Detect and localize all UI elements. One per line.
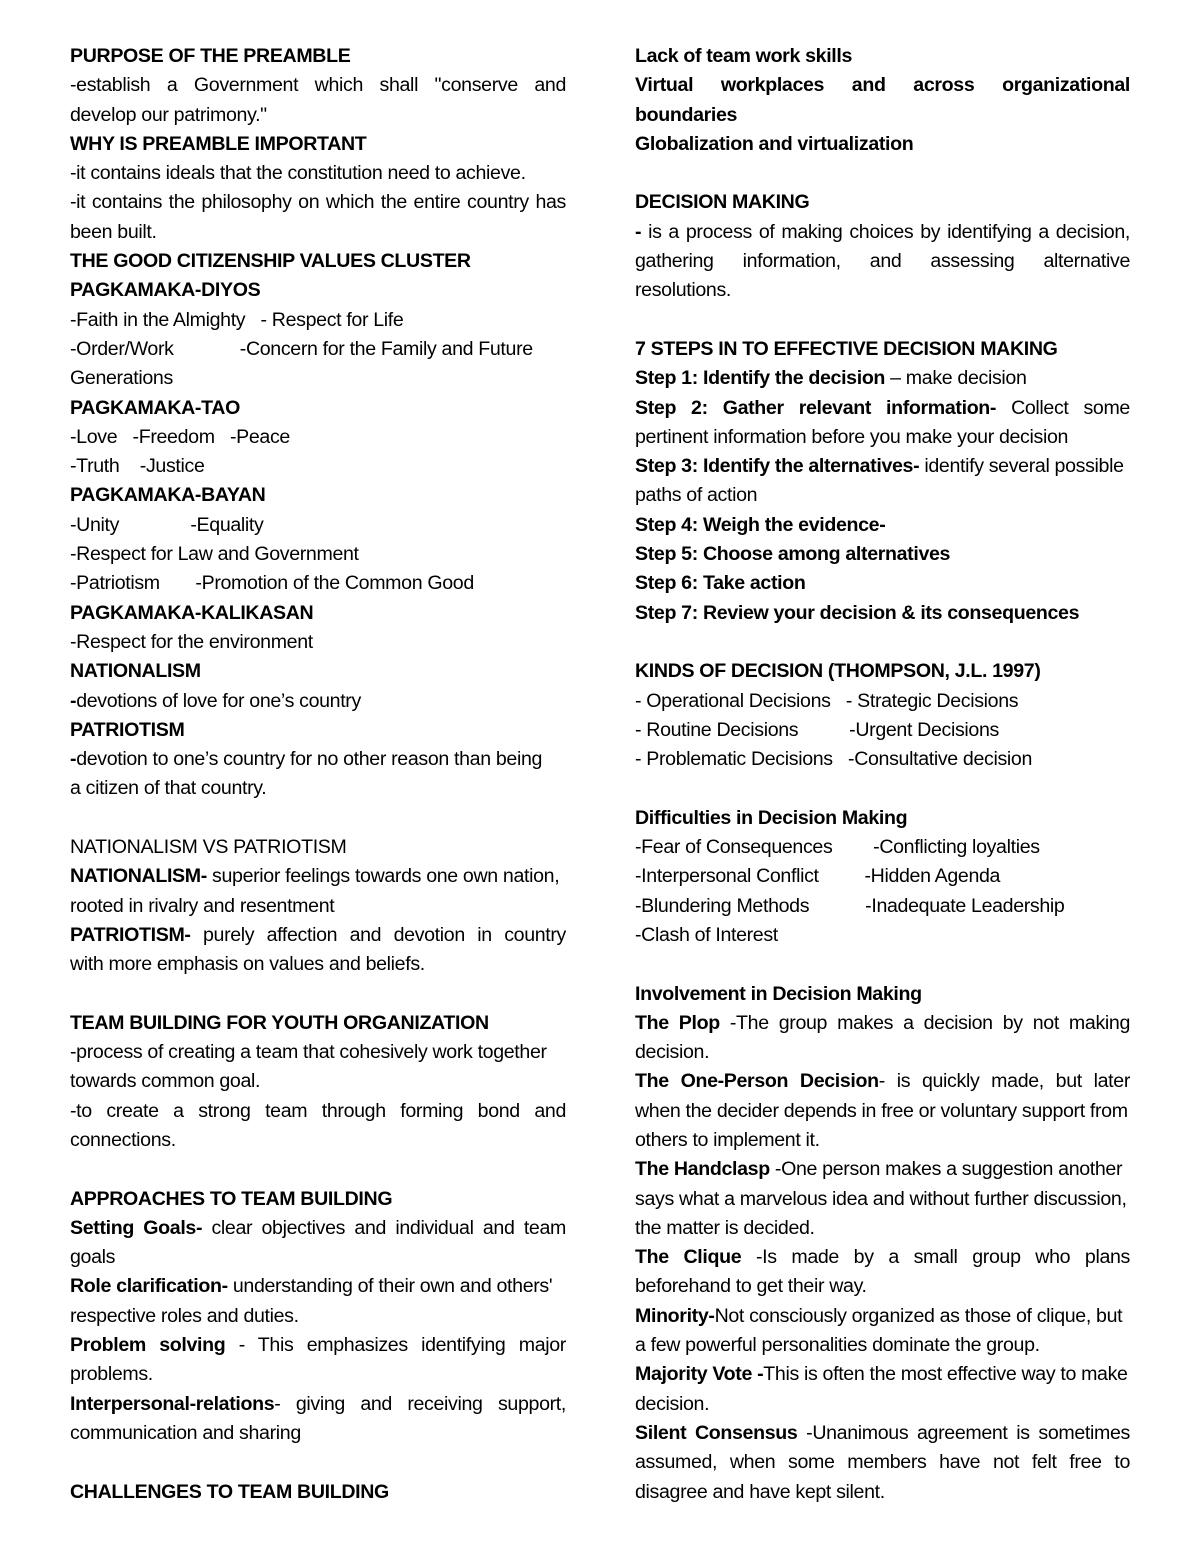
text-line: connections. bbox=[70, 1128, 176, 1151]
text-line: a citizen of that country. bbox=[70, 777, 267, 800]
bold-term: Step 2: Gather relevant information- bbox=[635, 396, 997, 419]
term-description: is a process of making choices by identifying a decision, bbox=[641, 220, 1130, 243]
text-line: -Order/Work -Concern for the Family and Future bbox=[70, 337, 533, 360]
right-column bbox=[635, 42, 1130, 1507]
term-description: purely affection and devotion in country bbox=[190, 923, 566, 946]
text-line: NATIONALISM VS PATRIOTISM bbox=[70, 836, 347, 859]
section-heading: PAGKAMAKA-BAYAN bbox=[70, 484, 266, 507]
text-line: decision. bbox=[635, 1392, 710, 1415]
text-line: gathering information, and assessing alternative bbox=[635, 250, 1130, 273]
term-description: -Unanimous agreement is sometimes bbox=[797, 1421, 1130, 1444]
text-line: -Fear of Consequences -Conflicting loyalties bbox=[635, 836, 1040, 859]
bold-term: Interpersonal-relations bbox=[70, 1392, 275, 1415]
paragraph-spacer bbox=[70, 804, 566, 833]
text-line bbox=[635, 1360, 1130, 1389]
section-heading: APPROACHES TO TEAM BUILDING bbox=[70, 1187, 393, 1210]
paragraph-spacer bbox=[635, 628, 1130, 657]
term-description: superior feelings towards one own nation, bbox=[206, 865, 560, 888]
bold-term: Setting Goals- bbox=[70, 1216, 203, 1239]
bold-term: Majority Vote - bbox=[635, 1363, 764, 1386]
term-description: -Is made by a small group who plans bbox=[741, 1246, 1130, 1269]
section-heading: CHALLENGES TO TEAM BUILDING bbox=[70, 1480, 389, 1503]
bold-term: Role clarification- bbox=[70, 1275, 228, 1298]
section-heading: Difficulties in Decision Making bbox=[635, 806, 908, 829]
text-line bbox=[70, 862, 566, 891]
text-line: -it contains the philosophy on which the entire country has bbox=[70, 191, 566, 214]
text-line: the matter is decided. bbox=[635, 1216, 815, 1239]
term-description: - This emphasizes identifying major bbox=[225, 1334, 566, 1357]
section-heading: Lack of team work skills bbox=[635, 45, 853, 67]
bold-term: The Handclasp bbox=[635, 1158, 770, 1181]
term-description: Collect some bbox=[996, 396, 1130, 419]
section-heading: Involvement in Decision Making bbox=[635, 982, 922, 1005]
section-heading: KINDS OF DECISION (THOMPSON, J.L. 1997) bbox=[635, 660, 1041, 683]
text-line: a few powerful personalities dominate the group. bbox=[635, 1334, 1040, 1357]
text-line: resolutions. bbox=[635, 279, 731, 302]
text-line bbox=[70, 1390, 566, 1419]
text-line: communication and sharing bbox=[70, 1421, 301, 1444]
text-line bbox=[635, 364, 1130, 393]
bold-term: Silent Consensus bbox=[635, 1421, 798, 1444]
text-line: -Patriotism -Promotion of the Common Good bbox=[70, 572, 474, 595]
text-line bbox=[70, 687, 566, 716]
section-heading: THE GOOD CITIZENSHIP VALUES CLUSTER bbox=[70, 250, 471, 273]
term-description: – make decision bbox=[885, 367, 1027, 390]
term-description: - giving and receiving support, bbox=[274, 1392, 566, 1415]
text-line: beforehand to get their way. bbox=[635, 1275, 867, 1298]
text-line bbox=[70, 1272, 566, 1301]
text-line: Generations bbox=[70, 367, 173, 390]
text-line bbox=[70, 1331, 566, 1360]
text-line: -Love -Freedom -Peace bbox=[70, 425, 290, 448]
paragraph-spacer bbox=[635, 306, 1130, 335]
text-line bbox=[635, 452, 1130, 481]
term-description: -One person makes a suggestion another bbox=[769, 1158, 1123, 1181]
section-heading: PAGKAMAKA-TAO bbox=[70, 396, 240, 419]
bold-term: Step 1: Identify the decision bbox=[635, 367, 886, 390]
text-line: - Routine Decisions -Urgent Decisions bbox=[635, 718, 999, 741]
left-column bbox=[70, 42, 566, 1507]
term-description: This is often the most effective way to make bbox=[763, 1363, 1128, 1386]
bold-term: - bbox=[70, 748, 77, 771]
section-heading: PURPOSE OF THE PREAMBLE bbox=[70, 45, 351, 67]
term-description: Not consciously organized as those of clique, but bbox=[714, 1304, 1123, 1327]
text-line: -Clash of Interest bbox=[635, 923, 778, 946]
text-line: assumed, when some members have not felt free to bbox=[635, 1451, 1130, 1474]
text-line: paths of action bbox=[635, 484, 758, 507]
bold-term: - bbox=[635, 220, 642, 243]
paragraph-spacer bbox=[70, 1448, 566, 1477]
bold-term: NATIONALISM- bbox=[70, 865, 207, 888]
text-line: towards common goal. bbox=[70, 1070, 261, 1093]
text-line: been built. bbox=[70, 220, 157, 243]
bold-term: - bbox=[70, 689, 77, 712]
text-line bbox=[635, 1243, 1130, 1272]
section-heading: PATRIOTISM bbox=[70, 718, 185, 741]
text-line: -to create a strong team through forming bond and bbox=[70, 1099, 566, 1122]
section-heading: Globalization and virtualization bbox=[635, 132, 914, 155]
section-heading: WHY IS PREAMBLE IMPORTANT bbox=[70, 132, 367, 155]
section-heading: Step 6: Take action bbox=[635, 572, 806, 595]
section-heading: Step 4: Weigh the evidence- bbox=[635, 513, 886, 536]
term-description: devotions of love for one’s country bbox=[76, 689, 361, 712]
text-line: -Truth -Justice bbox=[70, 455, 205, 478]
section-heading: Step 7: Review your decision & its consequences bbox=[635, 601, 1080, 624]
text-line: rooted in rivalry and resentment bbox=[70, 894, 335, 917]
text-line bbox=[635, 218, 1130, 247]
text-line bbox=[635, 1067, 1130, 1096]
paragraph-spacer bbox=[635, 774, 1130, 803]
text-line: -Unity -Equality bbox=[70, 513, 264, 536]
section-heading: Virtual workplaces and across organizational bbox=[635, 74, 1130, 97]
paragraph-spacer bbox=[70, 1155, 566, 1184]
text-line: develop our patrimony." bbox=[70, 103, 267, 126]
text-line: disagree and have kept silent. bbox=[635, 1480, 885, 1503]
text-line bbox=[635, 1009, 1130, 1038]
paragraph-spacer bbox=[635, 159, 1130, 188]
section-heading: DECISION MAKING bbox=[635, 191, 810, 214]
text-line bbox=[635, 1419, 1130, 1448]
text-line: says what a marvelous idea and without further discussion, bbox=[635, 1187, 1127, 1210]
text-line: with more emphasis on values and beliefs. bbox=[70, 953, 425, 976]
bold-term: The One-Person Decision bbox=[635, 1070, 879, 1093]
text-line bbox=[635, 1302, 1130, 1331]
text-line: -Respect for the environment bbox=[70, 630, 313, 653]
text-line: -Blundering Methods -Inadequate Leadership bbox=[635, 894, 1065, 917]
section-heading: PAGKAMAKA-KALIKASAN bbox=[70, 601, 314, 624]
term-description: -The group makes a decision by not making bbox=[719, 1011, 1130, 1034]
text-line bbox=[70, 921, 566, 950]
text-line: when the decider depends in free or voluntary support from bbox=[635, 1099, 1128, 1122]
term-description: identify several possible bbox=[919, 455, 1124, 478]
text-line bbox=[70, 745, 566, 774]
text-line: - Problematic Decisions -Consultative decision bbox=[635, 748, 1033, 771]
text-line bbox=[635, 1155, 1130, 1184]
text-line: - Operational Decisions - Strategic Decisions bbox=[635, 689, 1019, 712]
section-heading: Step 5: Choose among alternatives bbox=[635, 543, 951, 566]
term-description: understanding of their own and others' bbox=[227, 1275, 553, 1298]
text-line: -establish a Government which shall "conserve and bbox=[70, 74, 566, 97]
bold-term: Step 3: Identify the alternatives- bbox=[635, 455, 920, 478]
section-heading: boundaries bbox=[635, 103, 738, 126]
text-line: -Respect for Law and Government bbox=[70, 543, 359, 566]
section-heading: PAGKAMAKA-DIYOS bbox=[70, 279, 261, 302]
text-line: others to implement it. bbox=[635, 1128, 820, 1151]
bold-term: The Clique bbox=[635, 1246, 742, 1269]
text-line: goals bbox=[70, 1246, 116, 1269]
text-line: -Faith in the Almighty - Respect for Life bbox=[70, 308, 404, 331]
bold-term: PATRIOTISM- bbox=[70, 923, 191, 946]
paragraph-spacer bbox=[70, 980, 566, 1009]
text-line: problems. bbox=[70, 1363, 153, 1386]
text-line bbox=[70, 1214, 566, 1243]
section-heading: NATIONALISM bbox=[70, 660, 201, 683]
section-heading: TEAM BUILDING FOR YOUTH ORGANIZATION bbox=[70, 1011, 489, 1034]
bold-term: Minority- bbox=[635, 1304, 715, 1327]
term-description: - is quickly made, but later bbox=[878, 1070, 1130, 1093]
paragraph-spacer bbox=[635, 950, 1130, 979]
text-line: decision. bbox=[635, 1041, 710, 1064]
text-line: -process of creating a team that cohesively work together bbox=[70, 1041, 547, 1064]
text-line: -Interpersonal Conflict -Hidden Agenda bbox=[635, 865, 1001, 888]
text-line bbox=[635, 394, 1130, 423]
text-line: respective roles and duties. bbox=[70, 1304, 299, 1327]
term-description: devotion to one’s country for no other reason than being bbox=[76, 748, 543, 771]
bold-term: The Plop bbox=[635, 1011, 720, 1034]
bold-term: Problem solving bbox=[70, 1334, 226, 1357]
text-line: pertinent information before you make your decision bbox=[635, 425, 1069, 448]
term-description: clear objectives and individual and team bbox=[202, 1216, 566, 1239]
text-line: -it contains ideals that the constitution need to achieve. bbox=[70, 162, 526, 185]
section-heading: 7 STEPS IN TO EFFECTIVE DECISION MAKING bbox=[635, 337, 1058, 360]
